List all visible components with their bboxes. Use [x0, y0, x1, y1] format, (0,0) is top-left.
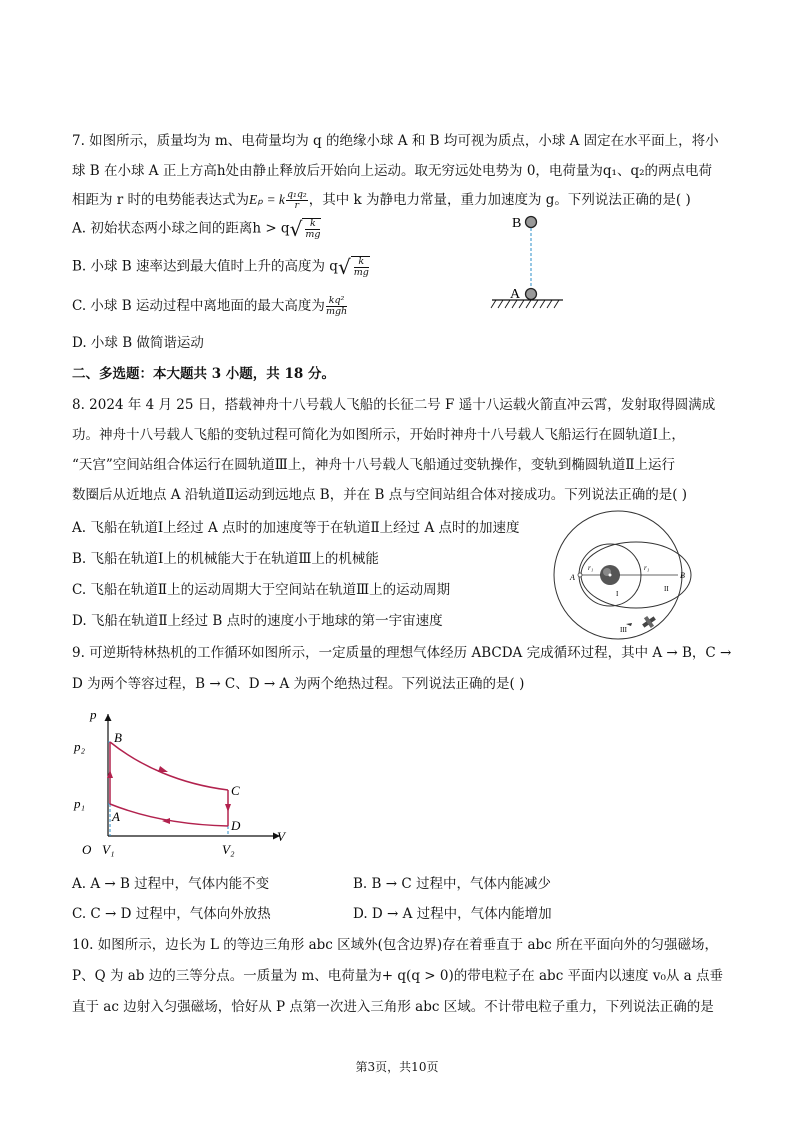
potential-energy-fraction: $\frac{\text{q₁q₂}}{r}$ — [286, 189, 307, 211]
state-a-label: A — [112, 809, 120, 824]
state-d-label: D — [231, 818, 241, 833]
space-station-icon — [640, 613, 658, 631]
q7-stem-line-2: 球 B 在小球 A 正上方高h处由静止释放后开始向上运动。取无穷远处电势为 0，电荷量为q₁、q₂的两点电荷 — [72, 163, 713, 179]
q9-option-d: D. D → A 过程中，气体内能增加 — [353, 906, 552, 922]
q9-stem-line-1: 9. 可逆斯特林热机的工作循环如图所示，一定质量的理想气体经历 ABCDA 完成循环过程，其中 A → B，C → — [72, 645, 732, 661]
q7-option-b: B. 小球 B 速率达到最大值时上升的高度为 q√ $\frac{k}{mg}$ — [72, 255, 369, 279]
cycle-direction-arrows — [107, 766, 231, 824]
q10-stem-line-2: P、Q 为 ab 边的三等分点。一质量为 m、电荷量为+ q(q > 0)的带电粒子在 abc 平面内以速度 v₀从 a 点垂 — [72, 968, 724, 984]
page-number-footer: 第3页，共10页 — [355, 1060, 439, 1074]
point-a-marker — [578, 573, 582, 577]
q8-fig-label-r1-left: r₁ — [588, 564, 594, 572]
q8-option-c: C. 飞船在轨道Ⅱ上的运动周期大于空间站在轨道Ⅲ上的运动周期 — [72, 582, 451, 598]
q8-fig-label-orbit-i: I — [616, 590, 619, 598]
origin-label: O — [82, 842, 92, 857]
v1-tick-label: V₁ — [102, 842, 115, 857]
q7-fig-label-a: A — [510, 287, 521, 302]
q8-option-a: A. 飞船在轨道Ⅰ上经过 A 点时的加速度等于在轨道Ⅱ上经过 A 点时的加速度 — [72, 520, 520, 536]
q8-stem-line-4: 数圈后从近地点 A 沿轨道Ⅱ运动到远地点 B，并在 B 点与空间站组合体对接成功。下列说法正确的是( ) — [72, 487, 688, 503]
p-axis-label: p — [90, 707, 97, 722]
q8-fig-label-orbit-ii: II — [664, 585, 669, 593]
ball-b — [526, 217, 537, 228]
q8-option-d: D. 飞船在轨道Ⅱ上经过 B 点时的速度小于地球的第一宇宙速度 — [72, 613, 443, 629]
q8-fig-label-b: B — [680, 571, 685, 580]
q8-fig-label-r1-right: r₁ — [644, 564, 650, 572]
q9-figure-pv-diagram — [70, 704, 292, 862]
q10-stem-line-3: 直于 ac 边射入匀强磁场，恰好从 P 点第一次进入三角形 abc 区域。不计带电粒子重力，下列说法正确的是 — [72, 999, 714, 1015]
q8-stem-line-2: 功。神舟十八号载人飞船的变轨过程可简化为如图所示，开始时神舟十八号载人飞船运行在圆轨道Ⅰ上， — [72, 427, 685, 443]
ground-hatching — [491, 300, 559, 308]
state-b-label: B — [114, 730, 122, 745]
q7-option-a: A. 初始状态两小球之间的距离h > q√ $\frac{k}{mg}$ — [72, 217, 321, 241]
q10-stem-line-1: 10. 如图所示，边长为 L 的等边三角形 abc 区域外(包含边界)存在着垂直于 abc 所在平面向外的匀强磁场， — [72, 937, 719, 953]
section-heading-multiple-choice: 二、多选题：本大题共 3 小题，共 18 分。 — [72, 366, 335, 382]
q9-stem-line-2: D 为两个等容过程，B → C、D → A 为两个绝热过程。下列说法正确的是( ) — [72, 676, 525, 692]
q7-stem-line-3: 相距为 r 时的电势能表达式为Eₚ = k $\frac{\text{q₁q₂}}{r}$ ，其中 k 为静电力常量，重力加速度为 g。下列说法正确的是( ) — [72, 189, 691, 211]
q9-option-b: B. B → C 过程中，气体内能减少 — [353, 876, 551, 892]
q8-stem-line-1: 8. 2024 年 4 月 25 日，搭载神舟十八号载人飞船的长征二号 F 遥十八运载火箭直冲云霄，发射取得圆满成 — [72, 397, 716, 413]
q8-fig-label-orbit-iii: III — [620, 626, 627, 634]
q7-figure-charged-balls — [486, 206, 566, 316]
q8-stem-line-3: “天宫”空间站组合体运行在圆轨道Ⅲ上，神舟十八号载人飞船通过变轨操作，变轨到椭圆轨道Ⅱ上运行 — [72, 457, 675, 473]
earth-center — [609, 574, 612, 577]
ball-a — [526, 289, 537, 300]
p1-tick-label: p₁ — [74, 796, 86, 811]
q9-option-a: A. A → B 过程中，气体内能不变 — [72, 876, 270, 892]
v-axis-label: V — [277, 829, 285, 844]
cycle-path — [110, 742, 228, 826]
q8-figure-orbits — [546, 508, 698, 640]
q7-option-c: C. 小球 B 运动过程中离地面的最大高度为 $\frac{\text{kq²}}{\text{mgh}}$ — [72, 295, 348, 317]
q9-option-c: C. C → D 过程中，气体向外放热 — [72, 906, 271, 922]
q8-option-b: B. 飞船在轨道Ⅰ上的机械能大于在轨道Ⅲ上的机械能 — [72, 551, 379, 567]
state-c-label: C — [231, 783, 240, 798]
q7-fig-label-b: B — [512, 216, 522, 231]
p2-tick-label: p₂ — [74, 739, 86, 754]
v2-tick-label: V₂ — [222, 842, 235, 857]
q7-stem-line-1: 7. 如图所示，质量均为 m、电荷量均为 q 的绝缘小球 A 和 B 均可视为质点，小球 A 固定在水平面上，将小 — [72, 133, 719, 149]
q7-option-d: D. 小球 B 做简谐运动 — [72, 335, 204, 351]
q8-fig-label-a: A — [570, 573, 575, 582]
